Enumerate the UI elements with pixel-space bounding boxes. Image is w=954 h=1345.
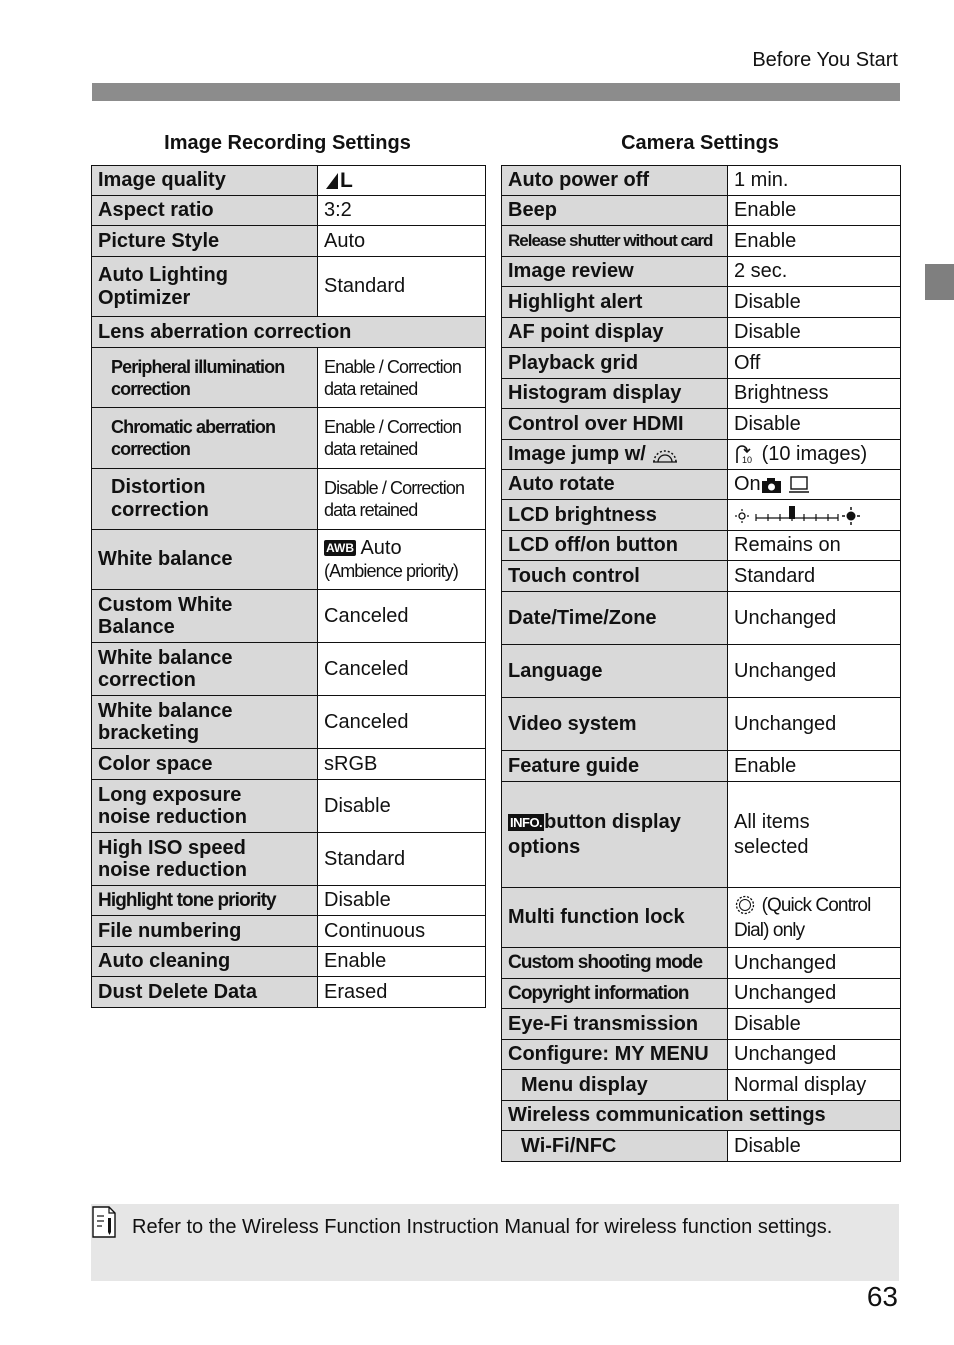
image-recording-title: Image Recording Settings bbox=[164, 132, 411, 154]
setting-name: Copyright information bbox=[502, 979, 728, 1009]
setting-name: Highlight tone priority bbox=[92, 886, 318, 916]
setting-value: Brightness bbox=[728, 379, 901, 409]
table-row bbox=[92, 696, 486, 749]
table-row bbox=[502, 470, 901, 500]
table-row bbox=[92, 916, 486, 947]
setting-value: Canceled bbox=[318, 643, 486, 696]
setting-value: Canceled bbox=[318, 696, 486, 749]
setting-name: Image quality bbox=[92, 166, 318, 196]
setting-name: Control over HDMI bbox=[502, 409, 728, 440]
table-row bbox=[92, 348, 486, 408]
setting-value: Enable bbox=[728, 751, 901, 782]
setting-name: Release shutter without card bbox=[502, 226, 728, 257]
setting-name: Histogram display bbox=[502, 379, 728, 409]
table-row bbox=[502, 948, 901, 979]
setting-value: Disable / Correction data retained bbox=[318, 469, 486, 530]
table-row bbox=[92, 226, 486, 257]
setting-value: Remains on bbox=[728, 531, 901, 561]
note-text: Refer to the Wireless Function Instruction Manual for wireless function settings. bbox=[132, 1216, 833, 1238]
setting-value: Enable / Correction data retained bbox=[318, 408, 486, 469]
table-row bbox=[502, 287, 901, 318]
setting-name: Wi-Fi/NFC bbox=[502, 1131, 728, 1162]
setting-name: High ISO speed noise reduction bbox=[92, 833, 318, 886]
note-box bbox=[91, 1204, 899, 1281]
image-recording-table bbox=[91, 165, 486, 1008]
header-bar bbox=[92, 83, 900, 101]
setting-value: Disable bbox=[318, 886, 486, 916]
table-row bbox=[502, 348, 901, 379]
section-heading: Lens aberration correction bbox=[92, 317, 486, 348]
setting-name: White balance correction bbox=[92, 643, 318, 696]
camera-settings-table bbox=[501, 165, 901, 1162]
table-row bbox=[502, 698, 901, 751]
table-row bbox=[502, 1070, 901, 1101]
table-row bbox=[502, 318, 901, 348]
setting-name: Touch control bbox=[502, 561, 728, 592]
table-row bbox=[92, 886, 486, 916]
table-row bbox=[502, 500, 901, 531]
setting-name: Video system bbox=[502, 698, 728, 751]
setting-value: Standard bbox=[728, 561, 901, 592]
info-button-icon: INFO. bbox=[510, 814, 543, 830]
setting-value: Disable bbox=[728, 287, 901, 318]
setting-name: Auto rotate bbox=[502, 470, 728, 500]
setting-name: Beep bbox=[502, 196, 728, 226]
setting-value: Enable bbox=[728, 226, 901, 257]
table-row bbox=[502, 531, 901, 561]
table-row bbox=[92, 749, 486, 780]
awb-icon: AWB bbox=[326, 541, 354, 556]
setting-value: Unchanged bbox=[728, 979, 901, 1009]
setting-value: Standard bbox=[318, 833, 486, 886]
table-row bbox=[92, 833, 486, 886]
setting-value: Unchanged bbox=[728, 1040, 901, 1070]
table-row bbox=[502, 196, 901, 226]
table-row bbox=[502, 1009, 901, 1040]
setting-value: Canceled bbox=[318, 590, 486, 643]
setting-value: Enable bbox=[728, 196, 901, 226]
table-row bbox=[92, 166, 486, 196]
table-row bbox=[502, 226, 901, 257]
setting-name: File numbering bbox=[92, 916, 318, 947]
table-row bbox=[502, 440, 901, 470]
table-row bbox=[502, 1131, 901, 1162]
table-row bbox=[92, 408, 486, 469]
setting-name: AF point display bbox=[502, 318, 728, 348]
chapter-tab bbox=[925, 264, 954, 300]
setting-value: AWB Auto (Ambience priority) bbox=[318, 530, 486, 590]
setting-name: LCD off/on button bbox=[502, 531, 728, 561]
setting-name: Eye-Fi transmission bbox=[502, 1009, 728, 1040]
memo-icon bbox=[91, 1204, 119, 1238]
table-row bbox=[92, 947, 486, 977]
setting-name: Chromatic aberration correction bbox=[92, 408, 318, 469]
camera-settings-title: Camera Settings bbox=[621, 132, 779, 154]
setting-name: Configure: MY MENU bbox=[502, 1040, 728, 1070]
section-row bbox=[502, 1101, 901, 1131]
camera-icon bbox=[761, 476, 783, 494]
setting-name: LCD brightness bbox=[502, 500, 728, 531]
setting-name: Picture Style bbox=[92, 226, 318, 257]
setting-name: Multi function lock bbox=[502, 888, 728, 948]
table-row bbox=[502, 257, 901, 287]
setting-name: Image review bbox=[502, 257, 728, 287]
setting-name: Playback grid bbox=[502, 348, 728, 379]
table-row bbox=[502, 561, 901, 592]
table-row bbox=[92, 977, 486, 1008]
table-row bbox=[502, 782, 901, 888]
setting-name: Highlight alert bbox=[502, 287, 728, 318]
table-row bbox=[502, 592, 901, 645]
table-row bbox=[92, 257, 486, 317]
setting-name: Dust Delete Data bbox=[92, 977, 318, 1008]
image-jump-icon bbox=[734, 445, 756, 465]
setting-value: L bbox=[318, 166, 486, 196]
setting-name: Menu display bbox=[502, 1070, 728, 1101]
table-row bbox=[502, 751, 901, 782]
setting-name: Auto Lighting Optimizer bbox=[92, 257, 318, 317]
table-row bbox=[502, 888, 901, 948]
setting-value: Standard bbox=[318, 257, 486, 317]
setting-name: White balance bracketing bbox=[92, 696, 318, 749]
setting-value: 10 (10 images) bbox=[728, 440, 901, 470]
setting-name: Aspect ratio bbox=[92, 196, 318, 226]
page-number: 63 bbox=[866, 1281, 898, 1312]
setting-value: Disable bbox=[728, 409, 901, 440]
setting-value: Erased bbox=[318, 977, 486, 1008]
setting-name: Color space bbox=[92, 749, 318, 780]
setting-value: Disable bbox=[318, 780, 486, 833]
setting-name: Long exposure noise reduction bbox=[92, 780, 318, 833]
quality-fine-icon bbox=[324, 172, 340, 190]
section-row bbox=[92, 317, 486, 348]
table-row bbox=[502, 166, 901, 196]
table-row bbox=[502, 979, 901, 1009]
setting-value: Off bbox=[728, 348, 901, 379]
table-row bbox=[92, 530, 486, 590]
setting-value bbox=[728, 500, 901, 531]
setting-name: Date/Time/Zone bbox=[502, 592, 728, 645]
setting-value: All items selected bbox=[728, 782, 901, 888]
setting-value: Normal display bbox=[728, 1070, 901, 1101]
running-header: Before You Start bbox=[752, 49, 898, 71]
setting-value: Enable bbox=[318, 947, 486, 977]
setting-value: On bbox=[728, 470, 901, 500]
setting-name: White balance bbox=[92, 530, 318, 590]
setting-name: Auto cleaning bbox=[92, 947, 318, 977]
table-row bbox=[502, 645, 901, 698]
setting-name: INFO. button display options bbox=[502, 782, 728, 888]
table-row bbox=[92, 196, 486, 226]
table-row bbox=[92, 590, 486, 643]
setting-value: Disable bbox=[728, 318, 901, 348]
setting-value: sRGB bbox=[318, 749, 486, 780]
setting-value: Unchanged bbox=[728, 698, 901, 751]
setting-value: 2 sec. bbox=[728, 257, 901, 287]
setting-name: Feature guide bbox=[502, 751, 728, 782]
section-heading: Wireless communication settings bbox=[502, 1101, 901, 1131]
setting-value: 1 min. bbox=[728, 166, 901, 196]
setting-value: 3:2 bbox=[318, 196, 486, 226]
setting-value: Unchanged bbox=[728, 645, 901, 698]
setting-value: Unchanged bbox=[728, 948, 901, 979]
setting-name: Peripheral illumination correction bbox=[92, 348, 318, 408]
quick-control-dial-icon bbox=[734, 894, 756, 916]
setting-name: Image jump w/ bbox=[502, 440, 728, 470]
setting-value: Enable / Correction data retained bbox=[318, 348, 486, 408]
table-row bbox=[92, 469, 486, 530]
setting-name: Custom shooting mode bbox=[502, 948, 728, 979]
setting-value: (Quick Control Dial) only bbox=[728, 888, 901, 948]
brightness-scale-icon bbox=[734, 504, 860, 526]
table-row bbox=[92, 780, 486, 833]
table-row bbox=[502, 409, 901, 440]
setting-name: Auto power off bbox=[502, 166, 728, 196]
setting-value: Disable bbox=[728, 1131, 901, 1162]
setting-value: Disable bbox=[728, 1009, 901, 1040]
setting-value: Auto bbox=[318, 226, 486, 257]
computer-icon bbox=[788, 476, 810, 494]
svg-text:10: 10 bbox=[742, 454, 753, 465]
main-dial-icon bbox=[651, 445, 679, 465]
setting-name: Language bbox=[502, 645, 728, 698]
table-row bbox=[92, 643, 486, 696]
setting-name: Custom White Balance bbox=[92, 590, 318, 643]
setting-name: Distortion correction bbox=[92, 469, 318, 530]
setting-value: Unchanged bbox=[728, 592, 901, 645]
table-row bbox=[502, 1040, 901, 1070]
setting-value: Continuous bbox=[318, 916, 486, 947]
table-row bbox=[502, 379, 901, 409]
